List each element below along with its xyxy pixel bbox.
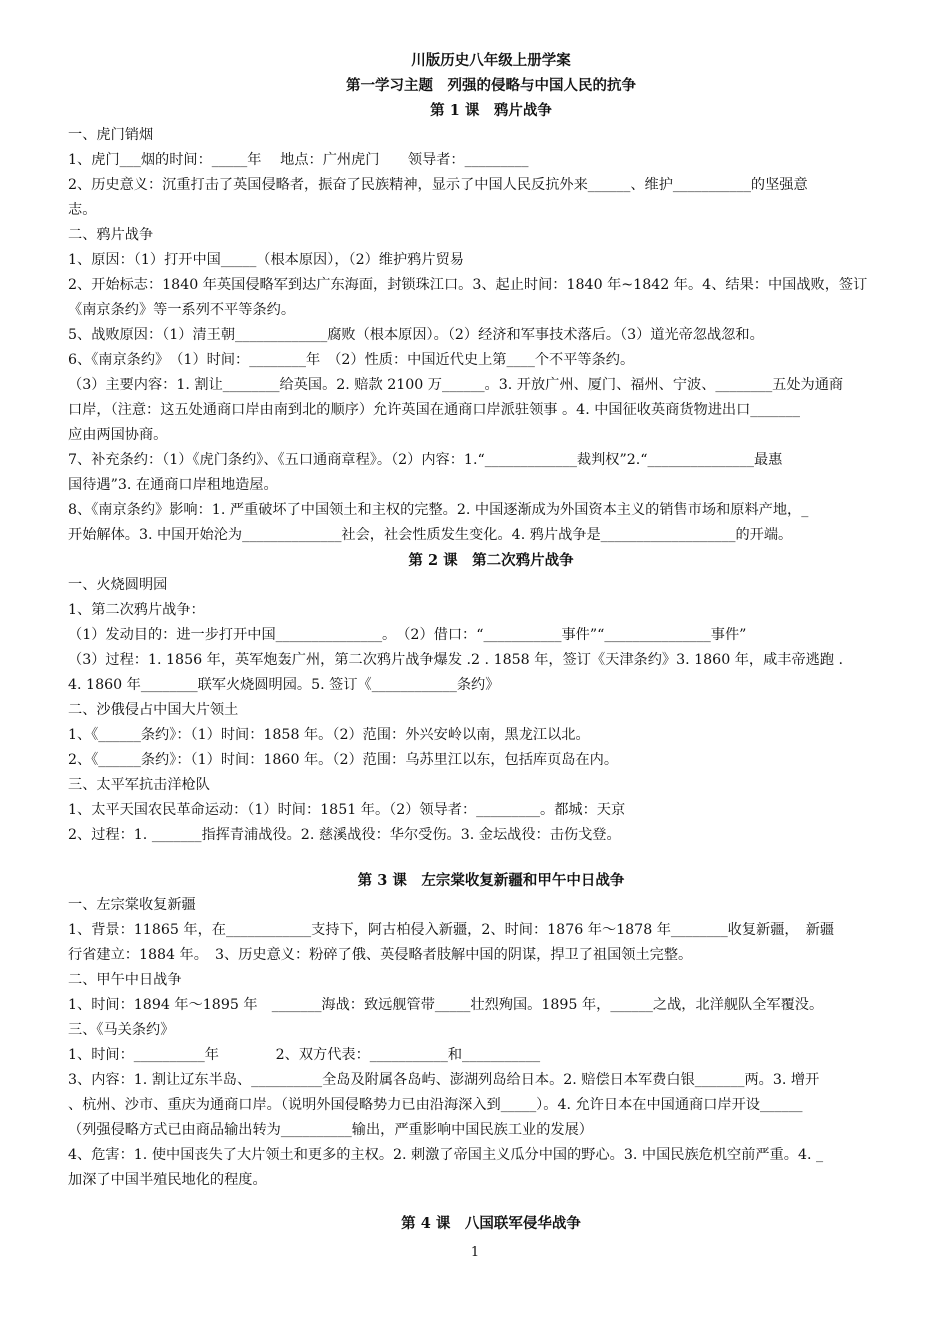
section-heading: 一、虎门销烟 — [68, 127, 154, 143]
section-heading: 一、火烧圆明园 — [68, 577, 168, 593]
document-page — [68, 48, 914, 1236]
text-line: 5、战败原因：（1）清王朝_____________腐败（根本原因）。（2）经济和军事技术落后。（3）道光帝忽战忽和。 — [68, 327, 764, 343]
text-line: （列强侵略方式已由商品输出转为__________输出，严重影响中国民族工业的发展） — [68, 1122, 593, 1138]
text-line: 1、背景：11865 年，在____________支持下，阿古柏侵入新疆，2、时间：1876 年～1878 年________收复新疆， 新疆 — [68, 922, 835, 938]
text-line: 7、补充条约：（1）《虎门条约》、《五口通商章程》。（2）内容：1.“_____________裁判权”2.“_______________最惠 — [68, 452, 783, 468]
section-heading: 三、《马关条约》 — [68, 1022, 175, 1038]
text-line: 国待遇”3. 在通商口岸租地造屋。 — [68, 477, 278, 493]
lesson-2-body — [68, 573, 914, 848]
section-heading: 二、鸦片战争 — [68, 227, 154, 243]
text-line: 1、原因：（1）打开中国_____（根本原因），（2）维护鸦片贸易 — [68, 252, 464, 268]
text-line: （3）主要内容：1. 割让________给英国。2. 赔款 2100 万______。3. 开放广州、厦门、福州、宁波、________五处为通商 — [68, 377, 844, 393]
lesson-title: 第 2 课 第二次鸦片战争 — [408, 552, 574, 569]
lesson-2 — [68, 548, 914, 848]
text-line: 开始解体。3. 中国开始沦为______________社会，社会性质发生变化。4. 鸦片战争是___________________的开端。 — [68, 527, 793, 543]
text-line: （3）过程：1. 1856 年，英军炮轰广州，第二次鸦片战争爆发 .2 . 1858 年，签订《天津条约》3. 1860 年，咸丰帝逃跑 . — [68, 652, 844, 668]
lesson-title: 第 1 课 鸦片战争 — [430, 102, 552, 119]
section-heading: 三、太平军抗击洋枪队 — [68, 777, 210, 793]
lesson-3-body — [68, 893, 914, 1193]
lesson-title: 第 3 课 左宗棠收复新疆和甲午中日战争 — [357, 872, 625, 889]
lesson-3 — [68, 868, 914, 1193]
text-line: （1）发动目的：进一步打开中国_______________。 （2）借口：“___________事件”“_______________事件” — [68, 627, 747, 643]
spacer — [68, 848, 914, 868]
page-number: 1 — [470, 1245, 480, 1260]
text-line: 1、《______条约》：（1）时间：1858 年。（2）范围：外兴安岭以南，黑龙江以北。 — [68, 727, 590, 743]
lesson-title: 第 4 课 八国联军侵华战争 — [401, 1215, 581, 1232]
text-line: 口岸，（注意：这五处通商口岸由南到北的顺序）允许英国在通商口岸派驻领事 。4. 中国征收英商货物进出口_______ — [68, 402, 800, 418]
text-line: 8、《南京条约》影响：1. 严重破坏了中国领土和主权的完整。2. 中国逐渐成为外国资本主义的销售市场和原料产地，_ — [68, 502, 809, 518]
text-line: 1、太平天国农民革命运动：（1）时间：1851 年。（2）领导者：_________。都城：天京 — [68, 802, 626, 818]
text-line: 6、《南京条约》 （1）时间：________年 （2）性质：中国近代史上第____个不平等条约。 — [68, 352, 635, 368]
text-line: 3、内容：1. 割让辽东半岛、__________全岛及附属各岛屿、澎湖列岛给日本。2. 赔偿日本军费白银_______两。3. 增开 — [68, 1072, 820, 1088]
text-line: 2、开始标志：1840 年英国侵略军到达广东海面，封锁珠江口。3、起止时间：1840 年~1842 年。4、结果：中国战败，签订 — [68, 277, 868, 293]
text-line: 加深了中国半殖民地化的程度。 — [68, 1172, 267, 1188]
theme-title: 第一学习主题 列强的侵略与中国人民的抗争 — [346, 77, 636, 94]
text-line: 《南京条约》等一系列不平等条约。 — [68, 302, 296, 318]
text-line: 2、《______条约》：（1）时间：1860 年。（2）范围：乌苏里江以东，包括库页岛在内。 — [68, 752, 619, 768]
lesson-1-body — [68, 123, 914, 548]
text-line: 4. 1860 年________联军火烧圆明园。5. 签订《____________条约》 — [68, 677, 500, 693]
spacer — [68, 1193, 914, 1211]
text-line: 行省建立：1884 年。 3、历史意义：粉碎了俄、英侵略者肢解中国的阴谋，捍卫了祖国领土完整。 — [68, 947, 693, 963]
text-line: 2、历史意义：沉重打击了英国侵略者，振奋了民族精神，显示了中国人民反抗外来______、维护___________的坚强意 — [68, 177, 808, 193]
text-line: 1、时间：__________年 2、双方代表：___________和___________ — [68, 1047, 541, 1063]
section-heading: 二、甲午中日战争 — [68, 972, 182, 988]
text-line: 1、时间：1894 年～1895 年 _______海战：致远舰管带_____壮烈殉国。1895 年，______之战，北洋舰队全军覆没。 — [68, 997, 824, 1013]
text-line: 应由两国协商。 — [68, 427, 168, 443]
text-line: 1、虎门___烟的时间：_____年 地点：广州虎门 领导者：_________ — [68, 152, 529, 168]
document-title: 川版历史八年级上册学案 — [411, 52, 571, 69]
lesson-4 — [68, 1211, 914, 1236]
text-line: 1、第二次鸦片战争： — [68, 602, 205, 618]
section-heading: 一、左宗棠收复新疆 — [68, 897, 196, 913]
text-line: 4、危害：1. 使中国丧失了大片领土和更多的主权。2. 刺激了帝国主义瓜分中国的野心。3. 中国民族危机空前严重。4. _ — [68, 1147, 824, 1163]
section-heading: 二、沙俄侵占中国大片领土 — [68, 702, 239, 718]
text-line: 志。 — [68, 202, 97, 218]
text-line: 、杭州、沙市、重庆为通商口岸。（说明外国侵略势力已由沿海深入到_____）。4. 允许日本在中国通商口岸开设______ — [68, 1097, 803, 1113]
lesson-1 — [68, 98, 914, 548]
text-line: 2、过程：1. _______指挥青浦战役。2. 慈溪战役：华尔受伤。3. 金坛战役：击伤戈登。 — [68, 827, 621, 843]
